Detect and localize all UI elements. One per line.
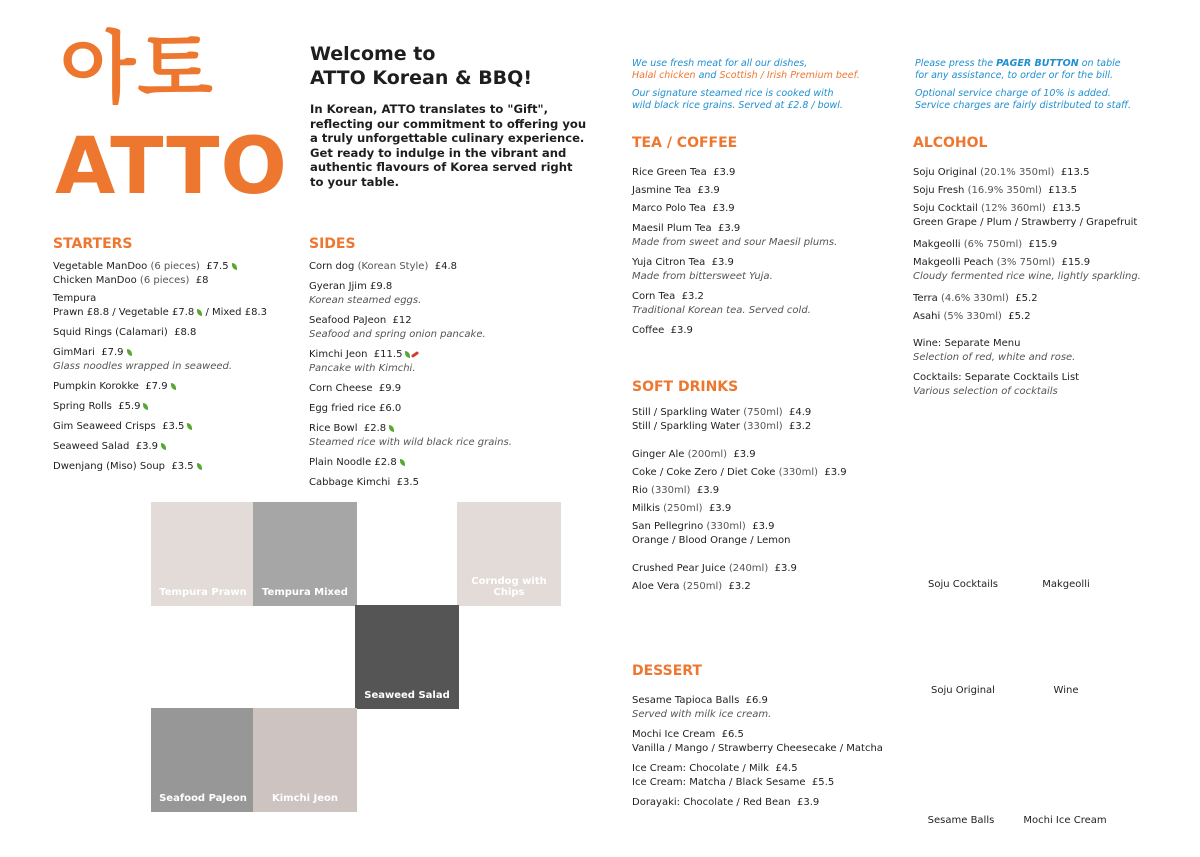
vegetarian-icon	[197, 309, 202, 316]
menu-item: Cocktails: Separate Cocktails List Various selection of cocktails	[913, 372, 1080, 397]
menu-item: Plain Noodle £2.8	[309, 456, 579, 470]
photo-label-wine: Wine	[1053, 685, 1079, 696]
tea-list	[632, 166, 892, 344]
menu-item: Jasmine Tea £3.9	[632, 185, 720, 196]
menu-item: Aloe Vera (250ml) £3.2	[632, 581, 751, 592]
dessert-title: DESSERT	[632, 663, 702, 679]
vegetarian-icon	[187, 423, 192, 430]
chili-icon	[411, 351, 419, 358]
menu-item: Tempura Prawn £8.8 / Vegetable £7.8 / Mixed £8.3	[53, 293, 267, 318]
menu-item: Gyeran Jjim £9.8 Korean steamed eggs.	[309, 281, 422, 306]
vegetarian-icon	[171, 383, 176, 390]
menu-item: Asahi (5% 330ml) £5.2	[913, 311, 1031, 322]
vegetarian-icon	[143, 403, 148, 410]
dessert-list	[632, 694, 912, 816]
menu-item: Rio (330ml) £3.9	[632, 485, 720, 496]
welcome-title-line1: Welcome to	[310, 43, 436, 65]
tile-tempura-mixed: Tempura Mixed	[253, 502, 357, 606]
menu-item: Dwenjang (Miso) Soup £3.5	[53, 460, 293, 474]
menu-item: Makgeolli (6% 750ml) £15.9	[913, 239, 1058, 250]
photo-label-soju-cocktails: Soju Cocktails	[928, 579, 998, 590]
photo-label-mochi-ice-cream: Mochi Ice Cream	[1023, 815, 1107, 826]
menu-item: San Pellegrino (330ml) £3.9 Orange / Blood Orange / Lemon	[632, 521, 791, 546]
menu-item: Egg fried rice £6.0	[309, 403, 402, 414]
alcohol-title: ALCOHOL	[913, 135, 988, 151]
menu-item: Corn Tea £3.2 Traditional Korean tea. Served cold.	[632, 291, 811, 316]
tile-seafood-pajeon: Seafood PaJeon	[151, 708, 255, 812]
vegetarian-icon	[400, 459, 405, 466]
welcome-title-line2: ATTO Korean & BBQ!	[310, 67, 532, 89]
menu-item: Seafood PaJeon £12 Seafood and spring onion pancake.	[309, 315, 486, 340]
tile-corndog-chips: Corndog with Chips	[457, 502, 561, 606]
menu-item: Vegetable ManDoo (6 pieces) £7.5 Chicken ManDoo (6 pieces) £8	[53, 260, 293, 288]
photo-label-sesame-balls: Sesame Balls	[927, 815, 995, 826]
starters-list	[53, 260, 293, 480]
info-pager-service: Please press the PAGER BUTTON on table for any assistance, to order or for the bill. Optional service charge of 10% is added. Service charges are fairly distributed to staff.	[915, 58, 1132, 111]
menu-item: Maesil Plum Tea £3.9 Made from sweet and sour Maesil plums.	[632, 223, 838, 248]
menu-item: Soju Cocktail (12% 360ml) £13.5 Green Grape / Plum / Strawberry / Grapefruit	[913, 203, 1138, 228]
welcome-body: In Korean, ATTO translates to "Gift", reflecting our commitment to offering you a truly unforgettable culinary experience. Get ready to indulge in the vibrant and authentic flavours of Korea served right to your table.	[310, 102, 587, 189]
vegetarian-icon	[161, 443, 166, 450]
vegetarian-icon	[197, 463, 202, 470]
menu-item: Rice Bowl £2.8 Steamed rice with wild black rice grains.	[309, 423, 512, 448]
tile-kimchi-jeon: Kimchi Jeon	[253, 708, 357, 812]
menu-item: Milkis (250ml) £3.9	[632, 503, 732, 514]
menu-item: Coffee £3.9	[632, 325, 693, 336]
menu-item: Cabbage Kimchi £3.5	[309, 477, 419, 488]
menu-item: Seaweed Salad £3.9	[53, 440, 293, 454]
menu-item: Soju Fresh (16.9% 350ml) £13.5	[913, 185, 1077, 196]
menu-item: Sesame Tapioca Balls £6.9 Served with milk ice cream.	[632, 695, 772, 720]
menu-item: Still / Sparkling Water (750ml) £4.9 Still / Sparkling Water (330ml) £3.2	[632, 407, 812, 432]
sides-title: SIDES	[309, 236, 356, 252]
tile-tempura-prawn: Tempura Prawn	[151, 502, 255, 606]
vegetarian-icon	[127, 349, 132, 356]
menu-item: Soju Original (20.1% 350ml) £13.5	[913, 167, 1090, 178]
menu-item: Mochi Ice Cream £6.5 Vanilla / Mango / Strawberry Cheesecake / Matcha	[632, 729, 883, 754]
menu-item: Wine: Separate Menu Selection of red, white and rose.	[913, 338, 1076, 363]
starters-title: STARTERS	[53, 236, 133, 252]
soft-drinks-title: SOFT DRINKS	[632, 379, 739, 395]
logo-english: ATTO	[55, 122, 288, 212]
vegetarian-icon	[405, 351, 410, 358]
tea-title: TEA / COFFEE	[632, 135, 738, 151]
vegetarian-icon	[389, 425, 394, 432]
menu-item: GimMari £7.9 Glass noodles wrapped in seaweed.	[53, 347, 233, 372]
menu-item: Ice Cream: Chocolate / Milk £4.5 Ice Cream: Matcha / Black Sesame £5.5	[632, 763, 835, 788]
soft-drinks-list	[632, 406, 902, 598]
menu-item: Pumpkin Korokke £7.9	[53, 380, 293, 394]
menu-item: Rice Green Tea £3.9	[632, 167, 736, 178]
photo-label-soju-original: Soju Original	[931, 685, 995, 696]
vegetarian-icon	[232, 263, 237, 270]
sides-list	[309, 260, 579, 496]
menu-item: Corn Cheese £9.9	[309, 383, 402, 394]
menu-item: Terra (4.6% 330ml) £5.2	[913, 293, 1038, 304]
menu-item: Gim Seaweed Crisps £3.5	[53, 420, 293, 434]
menu-item: Marco Polo Tea £3.9	[632, 203, 735, 214]
menu-item: Kimchi Jeon £11.5 Pancake with Kimchi.	[309, 348, 579, 376]
menu-item: Squid Rings (Calamari) £8.8	[53, 327, 197, 338]
menu-item: Makgeolli Peach (3% 750ml) £15.9 Cloudy fermented rice wine, lightly sparkling.	[913, 257, 1141, 282]
menu-item: Ginger Ale (200ml) £3.9	[632, 449, 756, 460]
menu-item: Coke / Coke Zero / Diet Coke (330ml) £3.9	[632, 467, 847, 478]
welcome-title	[310, 42, 590, 90]
menu-item: Corn dog (Korean Style) £4.8	[309, 261, 457, 272]
tile-seaweed-salad: Seaweed Salad	[355, 605, 459, 709]
menu-item: Spring Rolls £5.9	[53, 400, 293, 414]
logo-korean: 아토	[60, 24, 215, 114]
alcohol-list	[913, 166, 1188, 405]
menu-item: Dorayaki: Chocolate / Red Bean £3.9	[632, 797, 820, 808]
menu-item: Crushed Pear Juice (240ml) £3.9	[632, 563, 797, 574]
photo-label-makgeolli: Makgeolli	[1042, 579, 1090, 590]
menu-item: Yuja Citron Tea £3.9 Made from bittersweet Yuja.	[632, 257, 773, 282]
info-meat-rice: We use fresh meat for all our dishes, Halal chicken and Scottish / Irish Premium beef. Our signature steamed rice is cooked with wild black rice grains. Served at £2.8 / bowl.	[632, 58, 860, 111]
